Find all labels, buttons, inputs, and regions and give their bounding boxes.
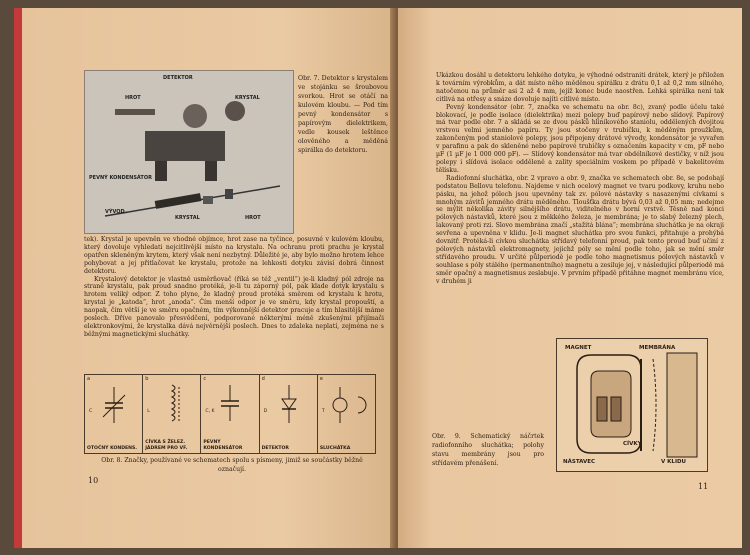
photo-label-crystal-bottom: KRYSTAL [175,215,200,221]
right-page [398,8,742,548]
symbol-iron-core-coil: b L CÍVKA S ŽELEZ. JÁDREM PRO VF. [143,375,201,453]
fig7-caption: Obr. 7. Detektor s krystalem ve stojánku se šroubovou svorkou. Hrot se otáčí na kulovém kloubu. — Pod tím pevný kondensátor s papírovým dielektrikem, vedle kousek leštěnce olověného a měděná spirálka do detektoru. [298,75,388,154]
label-coils: CÍVKY [623,441,642,447]
paragraph: Krystalový detektor je vlastně usměrňovač (říká se též „ventil“) je-li kladný pól zdroje na straně krystalu, pak proud snadno protéká, je-li tu záporný pól, pak klade dotyk krystalu s hrotem veliký odpor. Z toho plyne, že kladný proud protéká směrem od krystalu k hrotu, krystal je „katoda“, hrot „anoda“. Čím menší odpor je ve směru, kdy krystal propouští, a naopak, čím větší je ve směru opačném, tím výkonnější detektor pracuje a tím hlasitější máme poslech. Dříve panovalo přesvědčení, podporované některými méně zkušenými přijímači elektronkovými, že krystalka dává nejvěrnější poslech. Dnes to zdaleka neplatí, zejména ne s běžnými magnetickými sluchátky. [84,275,384,338]
photo-label-tip: HROT [125,95,141,101]
left-body-text [84,236,384,339]
capacitor-symbol-icon [85,375,143,435]
fig8-caption: Obr. 8. Značky, používané ve schematech spolu s písmeny, jimiž se součástky běžně označují. [101,457,363,473]
label-magnet: MAGNET [565,345,592,351]
label-at-rest: V KLIDU [661,459,687,465]
symbol-detector: d D DETEKTOR [260,375,318,453]
photo-label-tip-bottom: HROT [245,215,261,221]
photo-label-crystal: KRYSTAL [235,95,260,101]
photo-label-capacitor: PEVNÝ KONDENSÁTOR [89,175,152,181]
figure-8-symbols [84,374,376,454]
detector-photo [84,70,294,234]
symbol-headphones: e T SLUCHÁTKA [318,375,375,453]
symbol-variable-capacitor: a C OTOČNÝ KONDENS. [85,375,143,453]
page-number-left: 10 [88,476,99,485]
book-spread [14,8,742,548]
headphones-symbol-icon [318,375,376,435]
paragraph: Radiofonní sluchátka, obr. 2 vpravo a obr. 9, značka ve schematech obr. 8e, se podobají podstatou Bellovu telefonu. Najdeme v nich ocelový magnet ve tvaru podkovy, kruhu nebo pásku, na jehož pólech jsou upevněny tak zv. pólové nástavky s nasazenými cívkami s mnohým závitů jemného drátu měděného. Tloušťka drátu bývá 0,03 až 0,05 mm; nedejme se mýlit několika závity silnějšího drátu, viditelného v horní vrstvě. Těsně nad konci pólových nástavků, které jsou z měkkého železa, je membrána; je to slabý železný plech, lakovaný proti rzi. Slovo membrána značí „stažitá blána“; membrána sluchátka je na okraji sevřena a upevněna v klidu. Je-li magnet sluchátka pro svou funkci, přitahuje a prohýbá dovnitř. Protéká-li cívkou sluchátka střídavý telefonní proud, pak tento proud buď učiní z pólových nástavků elektromagnety, jejichž póly se mění podle toho, jak se mění směr střídavého proudu. V určité půlperiodě je podle toho magnetismus pólových nástavků v souhlase s póly stálého (permanentního) magnetu a zesiluje jej, v následující půlperiodě má směr opačný a magnetismus zeslabuje. V prvním případě přitáhne magnet membránu více, v druhém ji [436,174,724,285]
label-pole-piece: NÁSTAVEC [563,459,596,465]
right-body-text [436,72,724,285]
paragraph: tek). Krystal je upevněn ve vhodné objímce, hrot zase na tyčince, posuvné v kulovém kloubu, který dovoluje vyhledati nejcitlivější místo na krystalu. Na ochranu proti prachu je krystal opatřen skleněným krytem, který však není nezbytný. Důležité je, aby bylo možno hrotem lehce pohybovat a jej přitlačovat ke krystalu, protože na lehkosti dotyku závisí dobrá činnost detektoru. [84,236,384,275]
fixed-capacitor-icon [201,375,259,435]
label-membrane: MEMBRÁNA [639,345,676,351]
paragraph: Ukázkou dosáhl u detektoru lehkého dotyku, je výhodné odstraniti drátek, který je přiložen k továrním výrobkům, a dát místo něho měděnou spirálku z drátu 0,1 až 0,2 mm silného, natočenou na průměr asi 2 až 4 mm, jejíž konec bude naostřen. Lehká spirálka není tak citlivá na otřesy a snáze dovoluje najíti citlivé místo. [436,72,724,103]
diode-symbol-icon [260,375,318,435]
figure-9-headphone-diagram [556,338,708,472]
fig9-caption: Obr. 9. Schematický náčrtek radiofonního sluchátka; polohy stavu membrány jsou pro střídavém přenášení. [432,433,544,467]
left-page [22,8,394,548]
coil-symbol-icon [143,375,201,435]
symbol-fixed-capacitor: c C, K PEVNÝ KONDENSÁTOR [201,375,259,453]
page-number-right: 11 [698,482,709,491]
photo-label-lead: VÝVOD [105,209,125,215]
headphone-cross-section [557,339,707,471]
photo-label-detector: DETEKTOR [163,75,193,81]
paragraph: Pevný kondensátor (obr. 7, značka ve schematu na obr. 8c), zvaný podle účelu také blokovací, je podle isolace (dielektrika) mezi polepy buď papírový nebo slídový. Papírový má tvar podle obr. 7 a skládá se ze dvou pásků hliníkového staniolu, oddělených dvojitou vrstvou velmi jemného papíru. Ty jsou stočeny v trubičku, k měděným proužkům, zakončeným pod staniolové polepy, jsou připojeny drátové vývody, kondensátor je vyvařen v parafinu a pak do skleněné nebo papírové trubičky s označením kapacity v cm, pF nebo µF (1 µF je 1 000 000 pF). — Slídový kondensátor má tvar obdélníkové destičky, v níž jsou polepy i slídová isolace odděleně a zality speciálním voskem po případě v bakelitovém tělísku. [436,103,724,174]
